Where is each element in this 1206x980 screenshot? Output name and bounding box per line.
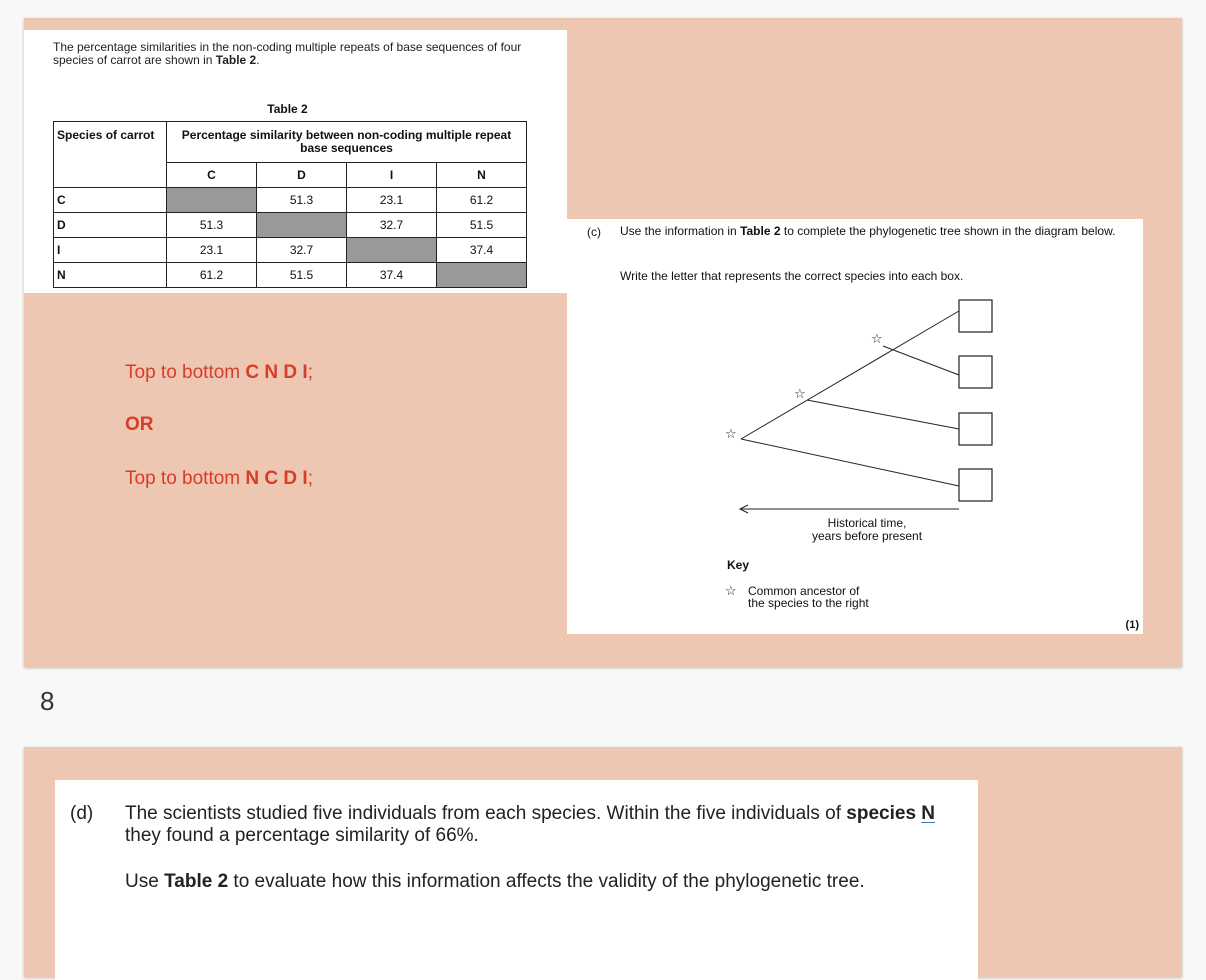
table-cell: 51.3	[257, 188, 347, 213]
row-label: N	[54, 263, 167, 288]
row-label: I	[54, 238, 167, 263]
table-cell: 32.7	[257, 238, 347, 263]
time-label-1: Historical time,	[827, 516, 907, 530]
question-c-panel	[567, 219, 1143, 634]
answer-line-1-bold: C N D I	[245, 362, 308, 383]
answer-box[interactable]	[959, 469, 992, 501]
table-cell: 61.2	[437, 188, 527, 213]
question-d-instruction-a: Use	[125, 871, 165, 892]
slide-2[interactable]	[24, 747, 1182, 977]
column-header: D	[257, 163, 347, 188]
table-cell-blank	[437, 263, 527, 288]
answer-box[interactable]	[959, 300, 992, 332]
key-text-1: Common ancestor of	[748, 584, 860, 598]
table-cell: 23.1	[167, 238, 257, 263]
table-cell: 51.5	[437, 213, 527, 238]
intro-text-a: The percentage similarities in the non-coding multiple repeats of base sequences of four species of carrot are shown in	[53, 40, 522, 67]
answer-or-text: OR	[125, 414, 154, 435]
table-title: Table 2	[267, 102, 308, 116]
species-header: Species of carrot	[54, 122, 167, 188]
question-d-instruction-c: to evaluate how this information affects the validity of the phylogenetic tree.	[228, 871, 865, 892]
answer-line-2-suffix: ;	[307, 468, 313, 489]
key-text	[748, 585, 869, 609]
table-cell-blank	[257, 213, 347, 238]
answer-line-1-suffix: ;	[307, 362, 313, 383]
answer-line-1	[125, 362, 313, 384]
question-d-text-c: they found a percentage similarity of 66%.	[125, 825, 479, 846]
table-cell-blank	[347, 238, 437, 263]
question-d-text-a: The scientists studied five individuals from each species. Within the five individuals of	[125, 803, 847, 824]
key-title: Key	[727, 558, 750, 572]
question-d-instruction-b: Table 2	[164, 871, 229, 892]
table-cell: 32.7	[347, 213, 437, 238]
table-cell: 61.2	[167, 263, 257, 288]
question-c-instruction: Write the letter that represents the correct species into each box.	[620, 269, 964, 283]
table-row	[54, 238, 527, 263]
answer-line-2-prefix: Top to bottom	[125, 468, 246, 489]
table-row	[54, 263, 527, 288]
slide-number: 8	[40, 686, 55, 716]
ancestor-star-icon: ☆	[794, 387, 806, 402]
ancestor-star-icon: ☆	[725, 427, 737, 442]
table-cell: 23.1	[347, 188, 437, 213]
answer-line-2	[125, 468, 313, 490]
column-header: C	[167, 163, 257, 188]
span-header: Percentage similarity between non-coding multiple repeat base sequences	[167, 122, 527, 163]
similarity-table	[53, 121, 527, 288]
question-d-panel	[55, 780, 978, 980]
table-row	[54, 188, 527, 213]
time-label-2: years before present	[811, 529, 923, 543]
slide-1[interactable]	[24, 18, 1182, 667]
answer-box[interactable]	[959, 413, 992, 445]
phylogenetic-tree	[567, 219, 1143, 634]
marks: (1)	[1125, 619, 1139, 631]
question-d-text	[125, 803, 955, 847]
question-number: (c)	[587, 225, 601, 239]
answer-line-1-prefix: Top to bottom	[125, 362, 246, 383]
column-header: N	[437, 163, 527, 188]
key-text-2: the species to the right	[748, 596, 869, 610]
table-cell: 37.4	[347, 263, 437, 288]
question-c-text-c: to complete the phylogenetic tree shown in the diagram below.	[780, 224, 1116, 238]
answer-box[interactable]	[959, 356, 992, 388]
table-cell: 51.3	[167, 213, 257, 238]
table-cell: 37.4	[437, 238, 527, 263]
species-n-link[interactable]: N	[921, 803, 936, 824]
intro-text	[53, 41, 563, 67]
question-number: (d)	[70, 803, 94, 824]
table-cell: 51.5	[257, 263, 347, 288]
table-cell-blank	[167, 188, 257, 213]
question-d-instruction	[125, 871, 955, 893]
column-header: I	[347, 163, 437, 188]
table-row	[54, 213, 527, 238]
time-axis-label	[747, 517, 987, 543]
answer-or	[125, 414, 154, 436]
tree-branch	[741, 311, 959, 439]
row-label: C	[54, 188, 167, 213]
ancestor-star-icon: ☆	[871, 332, 883, 347]
intro-text-b: Table 2	[215, 53, 257, 67]
question-c-text-a: Use the information in	[620, 224, 741, 238]
intro-text-c: .	[256, 53, 260, 67]
row-label: D	[54, 213, 167, 238]
question-c-text-b: Table 2	[740, 224, 781, 238]
table-panel	[24, 30, 567, 293]
answer-line-2-bold: N C D I	[245, 468, 308, 489]
question-d-text-b: species	[846, 803, 922, 824]
key-star-icon: ☆	[725, 583, 737, 598]
